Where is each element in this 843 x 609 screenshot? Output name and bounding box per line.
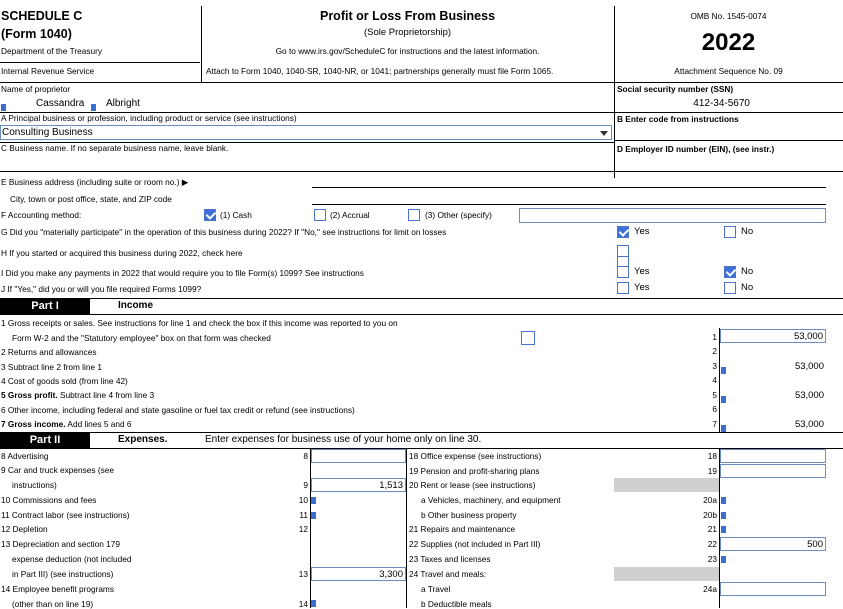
participate-no-label: No — [741, 226, 754, 237]
line-number-10: 10 — [298, 495, 308, 505]
line-9-amount[interactable] — [311, 478, 406, 492]
line-19-label: 19 Pension and profit-sharing plans — [409, 466, 540, 476]
line-21-label: 21 Repairs and maintenance — [409, 524, 516, 534]
line-1-value: 53,000 — [793, 331, 823, 342]
payments-1099-yes-checkbox[interactable] — [617, 266, 629, 278]
line-2-label: 2 Returns and allowances — [1, 347, 97, 357]
line-1-label: 1 Gross receipts or sales. See instructions for line 1 and check the box if this income was reported to you on — [1, 318, 398, 328]
line-12-label: 12 Depletion — [1, 524, 48, 534]
line-9-value: 1,513 — [379, 480, 403, 491]
line-7-desc: Add lines 5 and 6 — [67, 419, 132, 429]
line-8-label: 8 Advertising — [1, 451, 49, 461]
line-number-4: 4 — [712, 375, 717, 385]
file-1099-yes-checkbox[interactable] — [617, 282, 629, 294]
line-18-label: 18 Office expense (see instructions) — [409, 451, 542, 461]
line-20-shaded — [614, 478, 719, 492]
other-method-label: (3) Other (specify) — [425, 210, 492, 220]
line-2-amount[interactable] — [720, 344, 826, 358]
line-j-label: J If "Yes," did you or will you file required Forms 1099? — [1, 284, 202, 294]
line-f-label: F Accounting method: — [1, 210, 82, 220]
line-9-label: 9 Car and truck expenses (see — [1, 465, 114, 475]
line-6-label: 6 Other income, including federal and state gasoline or fuel tax credit or refund (see instructions) — [1, 405, 355, 415]
line-b-label: B Enter code from instructions — [617, 114, 739, 124]
part-1-tag: Part I — [0, 299, 90, 314]
line-number-3: 3 — [712, 361, 717, 371]
line-13-amount[interactable] — [311, 567, 406, 581]
line-24a-label: a Travel — [421, 584, 451, 594]
ssn-label: Social security number (SSN) — [617, 84, 734, 94]
file-1099-no-checkbox[interactable] — [724, 282, 736, 294]
line-23-label: 23 Taxes and licenses — [409, 554, 491, 564]
field-flag-icon — [721, 512, 726, 519]
line-5-label — [1, 390, 154, 400]
payments-1099-no-checkbox[interactable] — [724, 266, 736, 278]
line-number-24a: 24a — [703, 584, 717, 594]
line-7-value: 53,000 — [794, 419, 824, 430]
line-number-1: 1 — [712, 332, 717, 342]
line-e-label: E Business address (including suite or room no.) ▶ — [1, 177, 189, 187]
line-3-value: 53,000 — [794, 361, 824, 372]
irs-label: Internal Revenue Service — [1, 66, 95, 76]
field-flag-icon — [721, 556, 726, 563]
line-13-label-b: expense deduction (not included — [12, 554, 132, 564]
line-14-label: 14 Employee benefit programs — [1, 584, 114, 594]
statutory-employee-checkbox[interactable] — [521, 331, 535, 345]
line-number-23: 23 — [707, 554, 717, 564]
line-g-label: G Did you "materially participate" in the operation of this business during 2022? If "No," see instructions for limit on losses — [1, 227, 447, 237]
field-flag-icon — [91, 104, 96, 111]
form-title: Profit or Loss From Business — [319, 9, 496, 23]
principal-business-value: Consulting Business — [2, 127, 93, 138]
line-7-bold: 7 Gross income. — [1, 419, 66, 429]
file-1099-yes-label: Yes — [634, 282, 650, 293]
form-number: (Form 1040) — [1, 27, 72, 41]
line-19-amount[interactable] — [720, 464, 826, 478]
line-13-label-c: in Part III) (see instructions) — [12, 569, 114, 579]
line-number-2: 2 — [712, 346, 717, 356]
line-24a-amount[interactable] — [720, 582, 826, 596]
line-i-label: I Did you make any payments in 2022 that would require you to file Form(s) 1099? See instructions — [1, 268, 364, 278]
part-2-title: Expenses. — [118, 434, 168, 445]
accrual-checkbox[interactable] — [314, 209, 326, 221]
line-1-amount[interactable] — [720, 329, 826, 343]
part-2-tag: Part II — [0, 433, 90, 448]
line-number-20a: 20a — [703, 495, 717, 505]
line-number-5: 5 — [712, 390, 717, 400]
part-2-intro: Enter expenses for business use of your home only on line 30. — [205, 434, 482, 445]
line-number-6: 6 — [712, 404, 717, 414]
line-7-label — [1, 419, 132, 429]
line-20b-label: b Other business property — [421, 510, 517, 520]
attach-instructions: Attach to Form 1040, 1040-SR, 1040-NR, or 1041; partnerships generally must file Form 1065. — [206, 66, 554, 76]
line-1-label-b: Form W-2 and the "Statutory employee" box on that form was checked — [12, 333, 271, 343]
participate-no-checkbox[interactable] — [724, 226, 736, 238]
line-c-label: C Business name. If no separate business name, leave blank. — [1, 143, 229, 153]
line-number-13: 13 — [298, 569, 308, 579]
line-13-label: 13 Depreciation and section 179 — [1, 539, 121, 549]
line-24-shaded — [614, 567, 719, 581]
city-label: City, town or post office, state, and ZIP code — [10, 194, 172, 204]
field-flag-icon — [721, 497, 726, 504]
line-number-12: 12 — [298, 524, 308, 534]
proprietor-first-name[interactable]: Cassandra — [36, 98, 85, 109]
field-flag-icon — [311, 600, 316, 607]
cash-checkbox[interactable] — [204, 209, 216, 221]
line-number-11: 11 — [299, 510, 308, 520]
other-method-checkbox[interactable] — [408, 209, 420, 221]
line-a-label: A Principal business or profession, including product or service (see instructions) — [1, 113, 297, 123]
line-5-bold: 5 Gross profit. — [1, 390, 58, 400]
line-number-18: 18 — [707, 451, 717, 461]
line-20-label: 20 Rent or lease (see instructions) — [409, 480, 536, 490]
line-20a-label: a Vehicles, machinery, and equipment — [421, 495, 561, 505]
line-18-amount[interactable] — [720, 449, 826, 463]
line-10-label: 10 Commissions and fees — [1, 495, 97, 505]
ssn-value[interactable]: 412-34-5670 — [693, 98, 750, 109]
line-number-8: 8 — [303, 451, 308, 461]
line-number-9: 9 — [303, 480, 308, 490]
chevron-down-icon — [600, 131, 608, 136]
proprietor-label: Name of proprietor — [1, 84, 71, 94]
tax-year: 2022 — [701, 29, 756, 56]
line-14-label-b: (other than on line 19) — [12, 599, 94, 609]
line-3-label: 3 Subtract line 2 from line 1 — [1, 362, 102, 372]
line-h-label: H If you started or acquired this business during 2022, check here — [1, 248, 243, 258]
field-flag-icon — [311, 512, 316, 519]
line-d-label: D Employer ID number (EIN), (see instr.) — [617, 144, 775, 154]
payments-1099-yes-label: Yes — [634, 266, 650, 277]
proprietor-last-name[interactable]: Albright — [106, 98, 140, 109]
omb-number: OMB No. 1545-0074 — [690, 11, 767, 21]
accrual-label: (2) Accrual — [330, 210, 370, 220]
line-9-label-b: instructions) — [12, 480, 57, 490]
field-flag-icon — [721, 526, 726, 533]
dept-treasury: Department of the Treasury — [1, 46, 102, 56]
schedule-title: SCHEDULE C — [1, 9, 83, 23]
line-5-desc: Subtract line 4 from line 3 — [60, 390, 155, 400]
line-22-label: 22 Supplies (not included in Part III) — [409, 539, 541, 549]
file-1099-no-label: No — [741, 282, 754, 293]
participate-yes-label: Yes — [634, 226, 650, 237]
form-subtitle: (Sole Proprietorship) — [363, 27, 452, 38]
line-11-label: 11 Contract labor (see instructions) — [1, 510, 130, 520]
line-number-7: 7 — [712, 419, 717, 429]
cash-label: (1) Cash — [220, 210, 252, 220]
line-24b-label: b Deductible meals — [421, 599, 492, 609]
line-number-21: 21 — [707, 524, 717, 534]
line-8-amount[interactable] — [311, 449, 406, 463]
line-22-value: 500 — [807, 539, 823, 550]
line-number-19: 19 — [707, 466, 717, 476]
field-flag-icon — [1, 104, 6, 111]
line-number-14: 14 — [298, 599, 308, 609]
line-22-amount[interactable] — [720, 537, 826, 551]
line-number-22: 22 — [707, 539, 717, 549]
field-flag-icon — [311, 497, 316, 504]
goto-instructions: Go to www.irs.gov/ScheduleC for instructions and the latest information. — [275, 46, 540, 56]
other-method-input[interactable] — [519, 208, 826, 223]
principal-business-select[interactable] — [0, 125, 612, 140]
line-4-label: 4 Cost of goods sold (from line 42) — [1, 376, 128, 386]
payments-1099-no-label: No — [741, 266, 754, 277]
attachment-sequence: Attachment Sequence No. 09 — [674, 66, 783, 76]
line-5-value: 53,000 — [794, 390, 824, 401]
line-number-20b: 20b — [703, 510, 717, 520]
participate-yes-checkbox[interactable] — [617, 226, 629, 238]
part-1-title: Income — [118, 300, 154, 311]
line-24-label: 24 Travel and meals: — [409, 569, 487, 579]
line-13-value: 3,300 — [379, 569, 403, 580]
